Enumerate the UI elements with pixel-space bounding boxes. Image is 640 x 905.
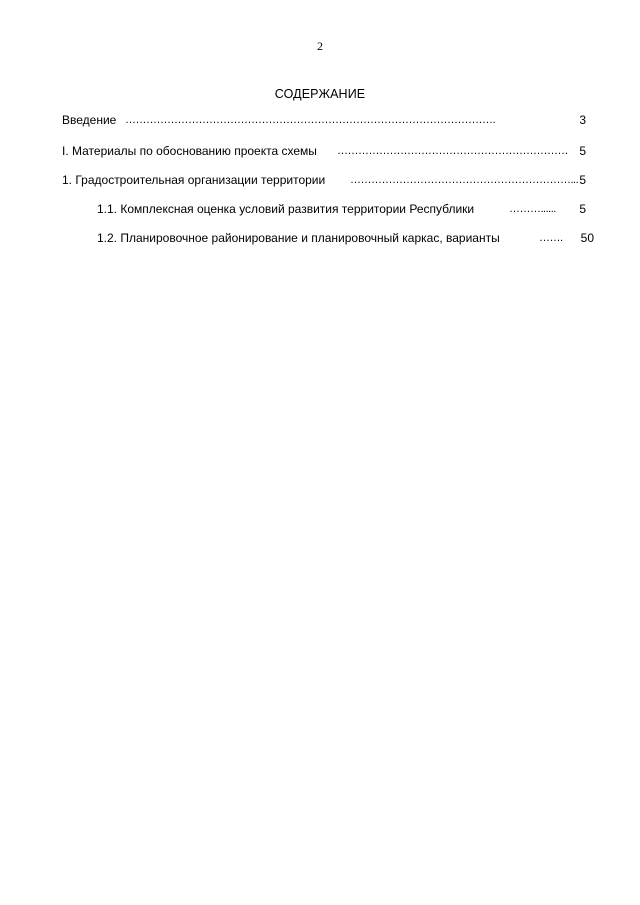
toc-entry-page: 5 [579,173,586,187]
toc-entry-label: 1.1. Комплексная оценка условий развития территории Республики [97,202,475,216]
toc-entry-page: 5 [579,144,586,158]
toc-entry-intro [62,112,594,128]
toc-entry-label: I. Материалы по обоснованию проекта схемы [62,144,317,158]
toc-entry-subsection-1-2 [97,230,594,246]
toc-entry-label: Введение [62,113,117,127]
toc-entry-page: 5 [579,202,586,216]
toc-entry-page: 50 [580,231,594,245]
toc-entry-label: 1. Градостроительная организации территории [62,173,326,187]
toc-entry-label: 1.2. Планировочное районирование и планировочный каркас, варианты [97,231,500,245]
page-number: 2 [317,39,323,53]
toc-entry-subsection-1-1 [97,201,594,217]
toc-entry-page: 3 [579,113,586,127]
toc-entry-chapter-1 [62,172,594,188]
toc-entry-section-1 [62,143,594,159]
toc-leader-dots: ………………………………………………………… [337,145,568,157]
toc-leader-dots: ………………………………………………………... [350,174,579,186]
toc-leader-dots: ……. [539,232,563,244]
toc-heading: СОДЕРЖАНИЕ [274,87,366,101]
toc-leader-dots: ………...... [509,203,556,215]
toc-leader-dots: ……………………………………………………………………………………………. [125,114,496,126]
